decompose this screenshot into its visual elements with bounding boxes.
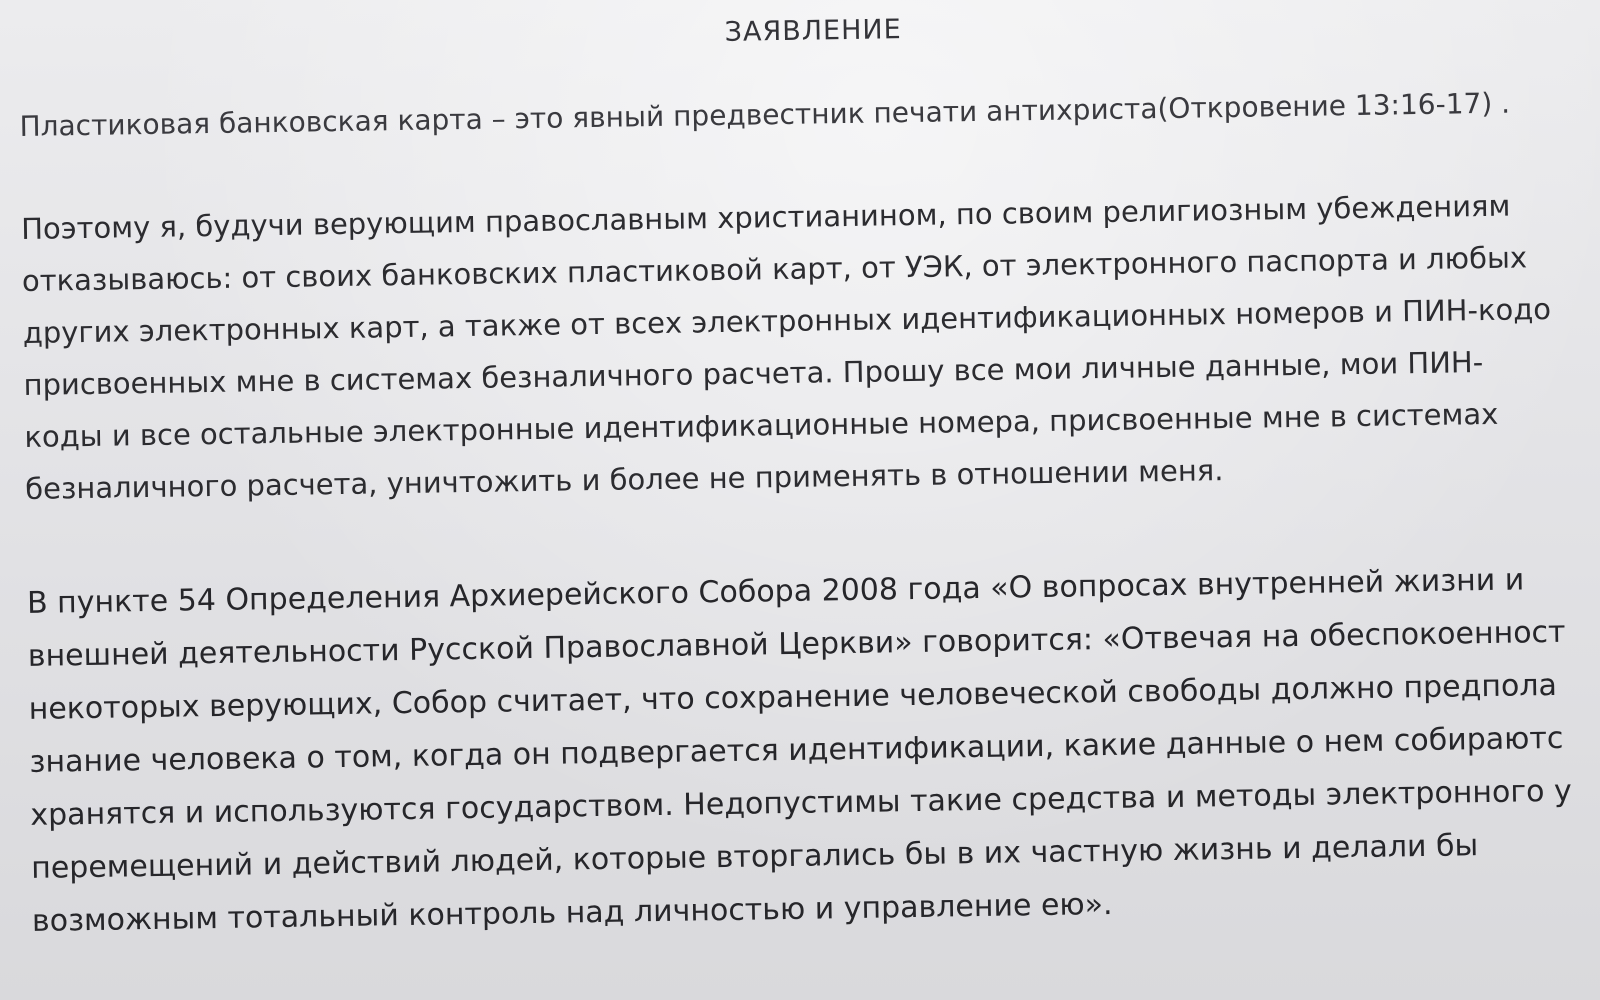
text-line: Поэтому я, будучи верующим православным христианином, по своим религиозным убеждениям bbox=[20, 188, 1511, 246]
paragraph-2 bbox=[21, 177, 1600, 515]
text-line: В пункте 54 Определения Архиерейского Собора 2008 года «О вопросах внутренней жизни и bbox=[26, 562, 1525, 621]
text-line: знание человека о том, когда он подвергается идентификации, какие данные о нем собираютс bbox=[29, 720, 1564, 780]
text-line: хранятся и используются государством. Недопустимы такие средства и методы электронного у bbox=[30, 773, 1573, 833]
text-line: Пластиковая банковская карта – это явный предвестник печати антихриста(Откровение 13:16-17) . bbox=[19, 86, 1511, 143]
document-sheet bbox=[18, 2, 1600, 948]
text-line: других электронных карт, а также от всех электронных идентификационных номеров и ПИН-кодо bbox=[22, 291, 1552, 350]
text-line: внешней деятельности Русской Православной Церкви» говорится: «Отвечая на обеспокоенност bbox=[27, 614, 1566, 674]
text-line: безналичного расчета, уничтожить и более не применять в отношении меня. bbox=[24, 453, 1224, 506]
text-line: перемещений и действий людей, которые вторгались бы в их частную жизнь и делали бы bbox=[30, 828, 1479, 886]
text-line: возможным тотальный контроль над личностью и управление ею». bbox=[31, 886, 1113, 939]
paragraph-3 bbox=[27, 551, 1600, 948]
document-title: ЗАЯВЛЕНИЕ bbox=[724, 14, 902, 48]
text-line: коды и все остальные электронные идентификационные номера, присвоенные мне в системах bbox=[24, 396, 1499, 454]
text-line: присвоенных мне в системах безналичного расчета. Прошу все мои личные данные, мои ПИН- bbox=[23, 345, 1484, 402]
paragraph-1 bbox=[19, 75, 1600, 153]
text-line: отказываюсь: от своих банковских пластиковой карт, от УЭК, от электронного паспорта и любых bbox=[21, 240, 1528, 298]
text-line: некоторых верующих, Собор считает, что сохранение человеческой свободы должно предпола bbox=[28, 667, 1558, 727]
